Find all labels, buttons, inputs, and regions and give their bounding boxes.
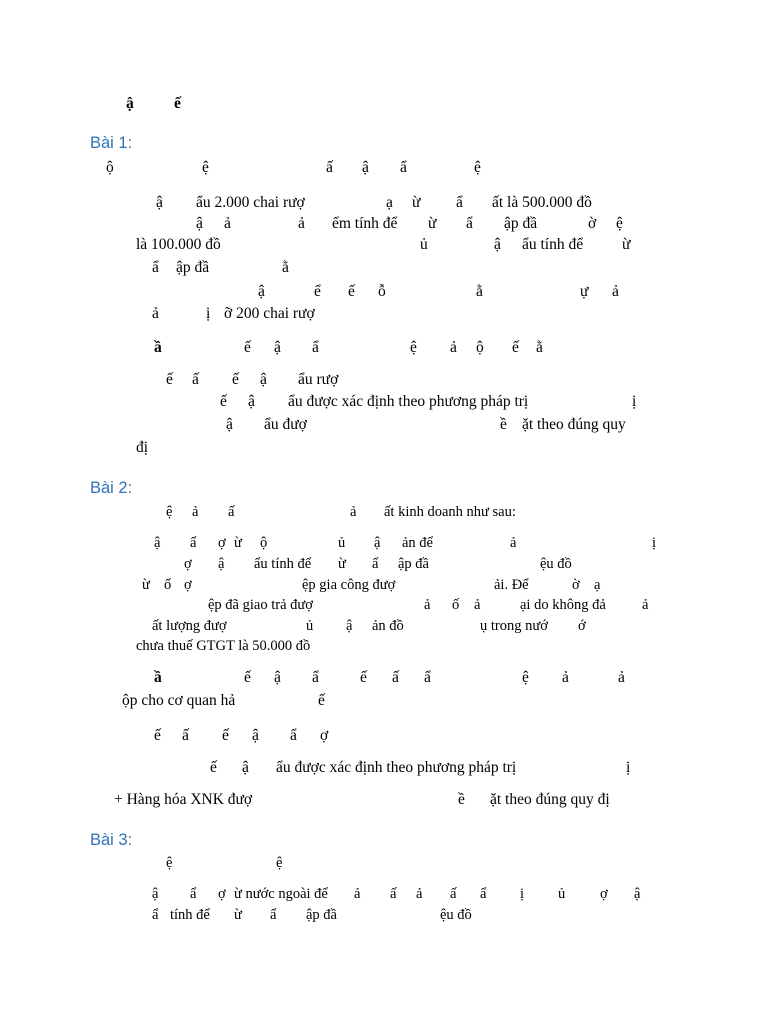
text-fragment: ẩ xyxy=(190,535,197,551)
text-fragment: ậ xyxy=(494,236,501,253)
text-fragment: ặt theo đúng quy xyxy=(522,416,626,433)
text-fragment: ả xyxy=(424,597,431,613)
text-fragment: ộp cho cơ quan hả xyxy=(122,692,236,709)
text-fragment: ấ xyxy=(392,669,399,686)
text-fragment: ả xyxy=(562,669,569,686)
text-fragment: ớ xyxy=(578,618,586,634)
text-fragment: ẩ xyxy=(372,556,379,572)
text-fragment: ậ xyxy=(362,159,369,176)
text-fragment: ải. Để xyxy=(494,577,529,593)
text-fragment: ả xyxy=(618,669,625,686)
text-fragment: ế xyxy=(244,669,251,686)
section-heading: Bài 2: xyxy=(90,479,133,497)
text-fragment: ậ xyxy=(258,283,265,300)
text-fragment: ệ xyxy=(410,339,417,356)
text-fragment: ộ xyxy=(260,535,268,551)
text-fragment: ập đầ xyxy=(398,556,429,572)
text-fragment: ệu đồ xyxy=(440,907,472,923)
text-fragment: ợ xyxy=(184,556,192,572)
text-fragment: ừ xyxy=(338,556,346,572)
text-fragment: ị xyxy=(652,535,657,551)
text-fragment: chưa thuế GTGT là 50.000 đồ xyxy=(136,638,311,654)
text-fragment: ế xyxy=(318,692,325,709)
text-fragment: ế xyxy=(154,727,161,744)
text-fragment: ất kinh doanh như sau: xyxy=(384,504,516,520)
text-fragment: ị xyxy=(626,759,631,776)
text-fragment: ả xyxy=(354,886,361,902)
text-fragment: ẩ xyxy=(312,339,319,356)
text-fragment: ệ xyxy=(616,215,623,232)
text-fragment: ằ xyxy=(282,259,289,276)
text-fragment: ệ xyxy=(276,855,283,871)
text-fragment: ả xyxy=(152,305,159,322)
text-fragment: ấ xyxy=(228,504,235,520)
text-fragment: ạ xyxy=(386,194,393,211)
text-fragment: ợ xyxy=(600,886,608,902)
text-fragment: ộ xyxy=(106,159,114,176)
text-fragment: ậ xyxy=(252,727,259,744)
title-fragment: ế xyxy=(174,95,181,112)
text-fragment: ản để xyxy=(402,535,433,551)
text-fragment: ẩ xyxy=(480,886,487,902)
text-fragment: ủ xyxy=(558,886,566,902)
text-fragment: ằ xyxy=(476,283,483,300)
text-fragment: ậ xyxy=(196,215,203,232)
text-fragment: ệ xyxy=(474,159,481,176)
text-fragment: ằ xyxy=(536,339,543,356)
text-fragment: ập đầ xyxy=(504,215,538,232)
text-fragment: ả xyxy=(416,886,423,902)
text-fragment: ụ trong nướ xyxy=(480,618,548,634)
text-fragment: ệp gia công đượ xyxy=(302,577,396,593)
text-fragment: ẩu tính để xyxy=(254,556,312,572)
text-fragment: ợ xyxy=(320,727,329,744)
text-fragment: ẩu đượ xyxy=(264,416,307,433)
text-fragment: ẩu tính để xyxy=(522,236,584,253)
text-fragment: ẩu được xác định theo phương pháp trị xyxy=(276,759,517,776)
text-fragment: ế xyxy=(244,339,251,356)
section-heading: Bài 1: xyxy=(90,134,133,152)
text-fragment: ừ xyxy=(412,194,421,211)
text-fragment: ề xyxy=(500,416,507,433)
text-fragment: ừ xyxy=(428,215,437,232)
text-fragment: ả xyxy=(350,504,357,520)
text-fragment: ậ xyxy=(218,556,225,572)
text-fragment: ề xyxy=(458,791,465,808)
text-fragment: ậ xyxy=(260,371,267,388)
text-fragment: ất là 500.000 đồ xyxy=(492,194,592,211)
text-fragment: ấ xyxy=(326,159,333,176)
text-fragment: ệu đồ xyxy=(540,556,572,572)
text-fragment: ệ xyxy=(166,855,173,871)
text-fragment: ừ xyxy=(142,577,150,593)
text-fragment: ả xyxy=(642,597,649,613)
text-fragment: tính để xyxy=(170,907,210,923)
text-fragment: ậ xyxy=(274,339,281,356)
text-fragment: ể xyxy=(314,283,321,300)
text-fragment: ẩ xyxy=(152,259,159,276)
title-fragment: ậ xyxy=(126,95,134,112)
text-fragment: ủ xyxy=(420,236,428,253)
text-fragment: ậ xyxy=(274,669,281,686)
text-fragment: ế xyxy=(348,283,355,300)
text-fragment: ả xyxy=(510,535,517,551)
text-fragment: ả xyxy=(474,597,481,613)
text-fragment: ản đồ xyxy=(372,618,404,634)
text-fragment: ế xyxy=(222,727,229,744)
text-fragment: ả xyxy=(224,215,231,232)
text-fragment: ẩ xyxy=(400,159,407,176)
text-fragment: ả xyxy=(192,504,199,520)
text-fragment: ập đầ xyxy=(306,907,337,923)
text-fragment: ế xyxy=(210,759,217,776)
text-fragment: ừ xyxy=(622,236,631,253)
text-fragment: ị xyxy=(206,305,211,322)
text-fragment: ệp đã giao trả đượ xyxy=(208,597,313,613)
text-fragment: ậ xyxy=(156,194,163,211)
text-fragment: ẩ xyxy=(270,907,277,923)
text-fragment: ế xyxy=(220,393,227,410)
text-fragment: ủ xyxy=(306,618,314,634)
text-fragment: là 100.000 đồ xyxy=(136,236,221,253)
text-fragment: ậ xyxy=(152,886,159,902)
text-fragment: ấ xyxy=(192,371,199,388)
text-fragment: ỡ 200 chai rượ xyxy=(224,305,315,322)
text-fragment: ế xyxy=(512,339,519,356)
text-fragment: ẩ xyxy=(190,886,197,902)
text-fragment: ểm tính để xyxy=(332,215,398,232)
text-fragment: ờ xyxy=(588,215,597,232)
text-fragment: ị xyxy=(632,393,637,410)
text-fragment: ặt theo đúng quy đị xyxy=(490,791,610,808)
text-fragment: ị xyxy=(520,886,525,902)
text-fragment: ẩ xyxy=(152,907,159,923)
text-fragment: ầ xyxy=(154,339,162,356)
text-fragment: ẩu rượ xyxy=(298,371,339,388)
text-fragment: ẩ xyxy=(312,669,319,686)
text-fragment: ả xyxy=(298,215,305,232)
text-fragment: ợ xyxy=(218,535,226,551)
text-fragment: ậ xyxy=(226,416,233,433)
text-fragment: ế xyxy=(232,371,239,388)
text-fragment: ả xyxy=(612,283,619,300)
text-fragment: + Hàng hóa XNK đượ xyxy=(114,791,253,808)
text-fragment: ạ xyxy=(594,577,601,593)
text-fragment: ất lượng đượ xyxy=(152,618,227,634)
text-fragment: ậ xyxy=(374,535,381,551)
text-fragment: ệ xyxy=(202,159,209,176)
text-fragment: ệ xyxy=(166,504,173,520)
text-fragment: ấ xyxy=(182,727,189,744)
text-fragment: ố xyxy=(452,597,460,613)
text-fragment: ệ xyxy=(522,669,529,686)
text-fragment: ậ xyxy=(634,886,641,902)
text-fragment: ậ xyxy=(242,759,249,776)
text-fragment: ại do không đả xyxy=(520,597,606,613)
text-fragment: ẩ xyxy=(424,669,431,686)
text-fragment: ấ xyxy=(450,886,457,902)
text-fragment: ợ xyxy=(184,577,192,593)
text-fragment: ự xyxy=(580,283,589,300)
text-fragment: đị xyxy=(136,439,149,456)
text-fragment: ẩ xyxy=(290,727,297,744)
text-fragment: ậ xyxy=(248,393,255,410)
text-fragment: ẩ xyxy=(466,215,473,232)
text-fragment: ẩu 2.000 chai rượ xyxy=(196,194,305,211)
text-fragment: ố xyxy=(164,577,172,593)
text-fragment: ấ xyxy=(390,886,397,902)
text-fragment: ỗ xyxy=(378,283,386,300)
text-fragment: ả xyxy=(450,339,457,356)
text-fragment: ậ xyxy=(346,618,353,634)
text-fragment: ậ xyxy=(154,535,161,551)
text-fragment: ế xyxy=(166,371,173,388)
text-fragment: ủ xyxy=(338,535,346,551)
text-fragment: ừ xyxy=(234,907,242,923)
text-fragment: ờ xyxy=(572,577,580,593)
text-fragment: ộ xyxy=(476,339,484,356)
text-fragment: ế xyxy=(360,669,367,686)
text-fragment: ẩ xyxy=(456,194,463,211)
text-fragment: ợ xyxy=(218,886,226,902)
text-fragment: ầ xyxy=(154,669,162,686)
text-fragment: ẩu được xác định theo phương pháp trị xyxy=(288,393,529,410)
text-fragment: ập đầ xyxy=(176,259,210,276)
section-heading: Bài 3: xyxy=(90,831,133,849)
text-fragment: ừ nước ngoài để xyxy=(234,886,328,902)
text-fragment: ừ xyxy=(234,535,242,551)
